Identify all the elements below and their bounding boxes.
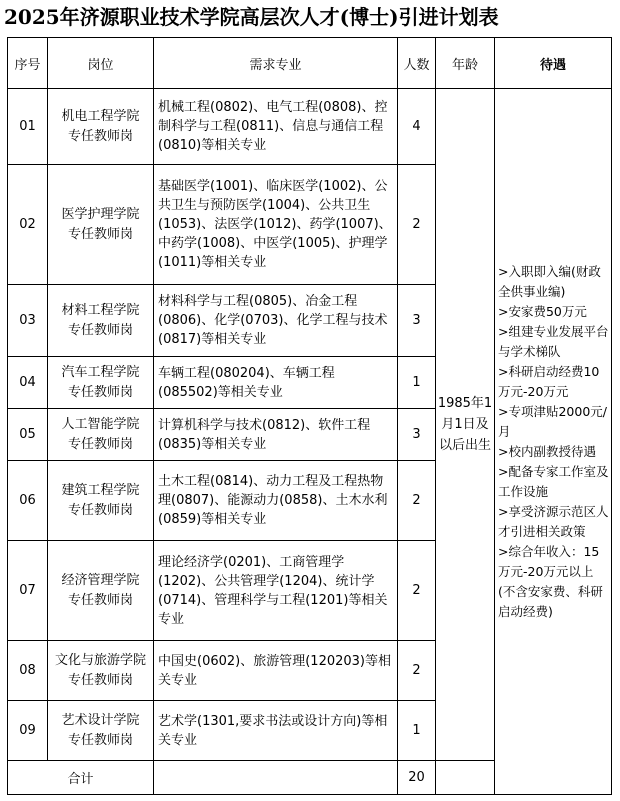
row-count: 2 [398, 641, 436, 701]
row-position [48, 641, 154, 701]
position-college: 艺术设计学院 [61, 712, 140, 728]
recruitment-table [7, 37, 612, 795]
benefit-item: >专项津贴2000元/月 [498, 403, 607, 439]
header-count: 人数 [398, 38, 436, 89]
position-role: 专任教师岗 [67, 128, 133, 144]
position-college: 汽车工程学院 [61, 364, 140, 380]
benefit-item: >综合年收入：15万元-20万元以上(不含安家费、科研启动经费) [498, 543, 603, 619]
row-index: 09 [8, 701, 48, 761]
table-row [8, 89, 612, 165]
row-index: 01 [8, 89, 48, 165]
row-major: 车辆工程(080204)、车辆工程(085502)等相关专业 [154, 357, 398, 409]
row-count: 1 [398, 357, 436, 409]
benefits-cell [495, 89, 612, 795]
row-major: 材料科学与工程(0805)、冶金工程(0806)、化学(0703)、化学工程与技术(0817)等相关专业 [154, 285, 398, 357]
row-index: 07 [8, 541, 48, 641]
row-index: 06 [8, 461, 48, 541]
benefit-item: >校内副教授待遇 [498, 443, 596, 459]
row-index: 03 [8, 285, 48, 357]
position-college: 机电工程学院 [61, 108, 140, 124]
age-requirement: 1985年1月1日及以后出生 [436, 89, 495, 761]
row-major: 土木工程(0814)、动力工程及工程热物理(0807)、能源动力(0858)、土木水利(0859)等相关专业 [154, 461, 398, 541]
page-title: 2025年济源职业技术学院高层次人才(博士)引进计划表 [4, 5, 499, 29]
row-count: 2 [398, 461, 436, 541]
benefit-item: >配备专家工作室及工作设施 [498, 463, 609, 499]
header-position: 岗位 [48, 38, 154, 89]
position-role: 专任教师岗 [67, 384, 133, 400]
row-major: 基础医学(1001)、临床医学(1002)、公共卫生与预防医学(1004)、公共卫生(1053)、法医学(1012)、药学(1007)、中药学(1008)、中医学(1005)、护理学(1011)等相关专业 [154, 165, 398, 285]
header-age: 年龄 [436, 38, 495, 89]
position-role: 专任教师岗 [67, 436, 133, 452]
row-index: 05 [8, 409, 48, 461]
position-college: 材料工程学院 [61, 302, 140, 318]
position-role: 专任教师岗 [67, 672, 133, 688]
position-role: 专任教师岗 [67, 322, 133, 338]
row-position [48, 285, 154, 357]
benefit-item: >组建专业发展平台与学术梯队 [498, 323, 609, 359]
row-count: 4 [398, 89, 436, 165]
row-position [48, 357, 154, 409]
total-count: 20 [398, 761, 436, 795]
header-benefits: 待遇 [495, 38, 612, 89]
position-role: 专任教师岗 [67, 502, 133, 518]
row-major: 机械工程(0802)、电气工程(0808)、控制科学与工程(0811)、信息与通信工程(0810)等相关专业 [154, 89, 398, 165]
total-major-empty [154, 761, 398, 795]
position-college: 建筑工程学院 [61, 482, 140, 498]
row-count: 2 [398, 165, 436, 285]
position-role: 专任教师岗 [67, 226, 133, 242]
table-header-row [8, 38, 612, 89]
row-position [48, 701, 154, 761]
row-count: 1 [398, 701, 436, 761]
row-position [48, 409, 154, 461]
row-major: 计算机科学与技术(0812)、软件工程(0835)等相关专业 [154, 409, 398, 461]
position-college: 医学护理学院 [61, 206, 140, 222]
header-major: 需求专业 [154, 38, 398, 89]
row-position [48, 89, 154, 165]
position-college: 人工智能学院 [61, 416, 140, 432]
row-position [48, 541, 154, 641]
total-age-empty [436, 761, 495, 795]
benefit-item: >安家费50万元 [498, 303, 587, 319]
total-label: 合计 [8, 761, 154, 795]
benefit-item: >入职即入编(财政全供事业编) [498, 263, 601, 299]
row-major: 艺术学(1301,要求书法或设计方向)等相关专业 [154, 701, 398, 761]
position-college: 文化与旅游学院 [54, 652, 146, 668]
benefit-item: >享受济源示范区人才引进相关政策 [498, 503, 609, 539]
row-index: 08 [8, 641, 48, 701]
row-count: 2 [398, 541, 436, 641]
row-index: 04 [8, 357, 48, 409]
row-major: 理论经济学(0201)、工商管理学(1202)、公共管理学(1204)、统计学(0714)、管理科学与工程(1201)等相关专业 [154, 541, 398, 641]
header-index: 序号 [8, 38, 48, 89]
row-major: 中国史(0602)、旅游管理(120203)等相关专业 [154, 641, 398, 701]
position-college: 经济管理学院 [61, 572, 140, 588]
position-role: 专任教师岗 [67, 592, 133, 608]
row-position [48, 461, 154, 541]
row-index: 02 [8, 165, 48, 285]
row-position [48, 165, 154, 285]
position-role: 专任教师岗 [67, 732, 133, 748]
row-count: 3 [398, 285, 436, 357]
benefit-item: >科研启动经费10万元-20万元 [498, 363, 600, 399]
row-count: 3 [398, 409, 436, 461]
